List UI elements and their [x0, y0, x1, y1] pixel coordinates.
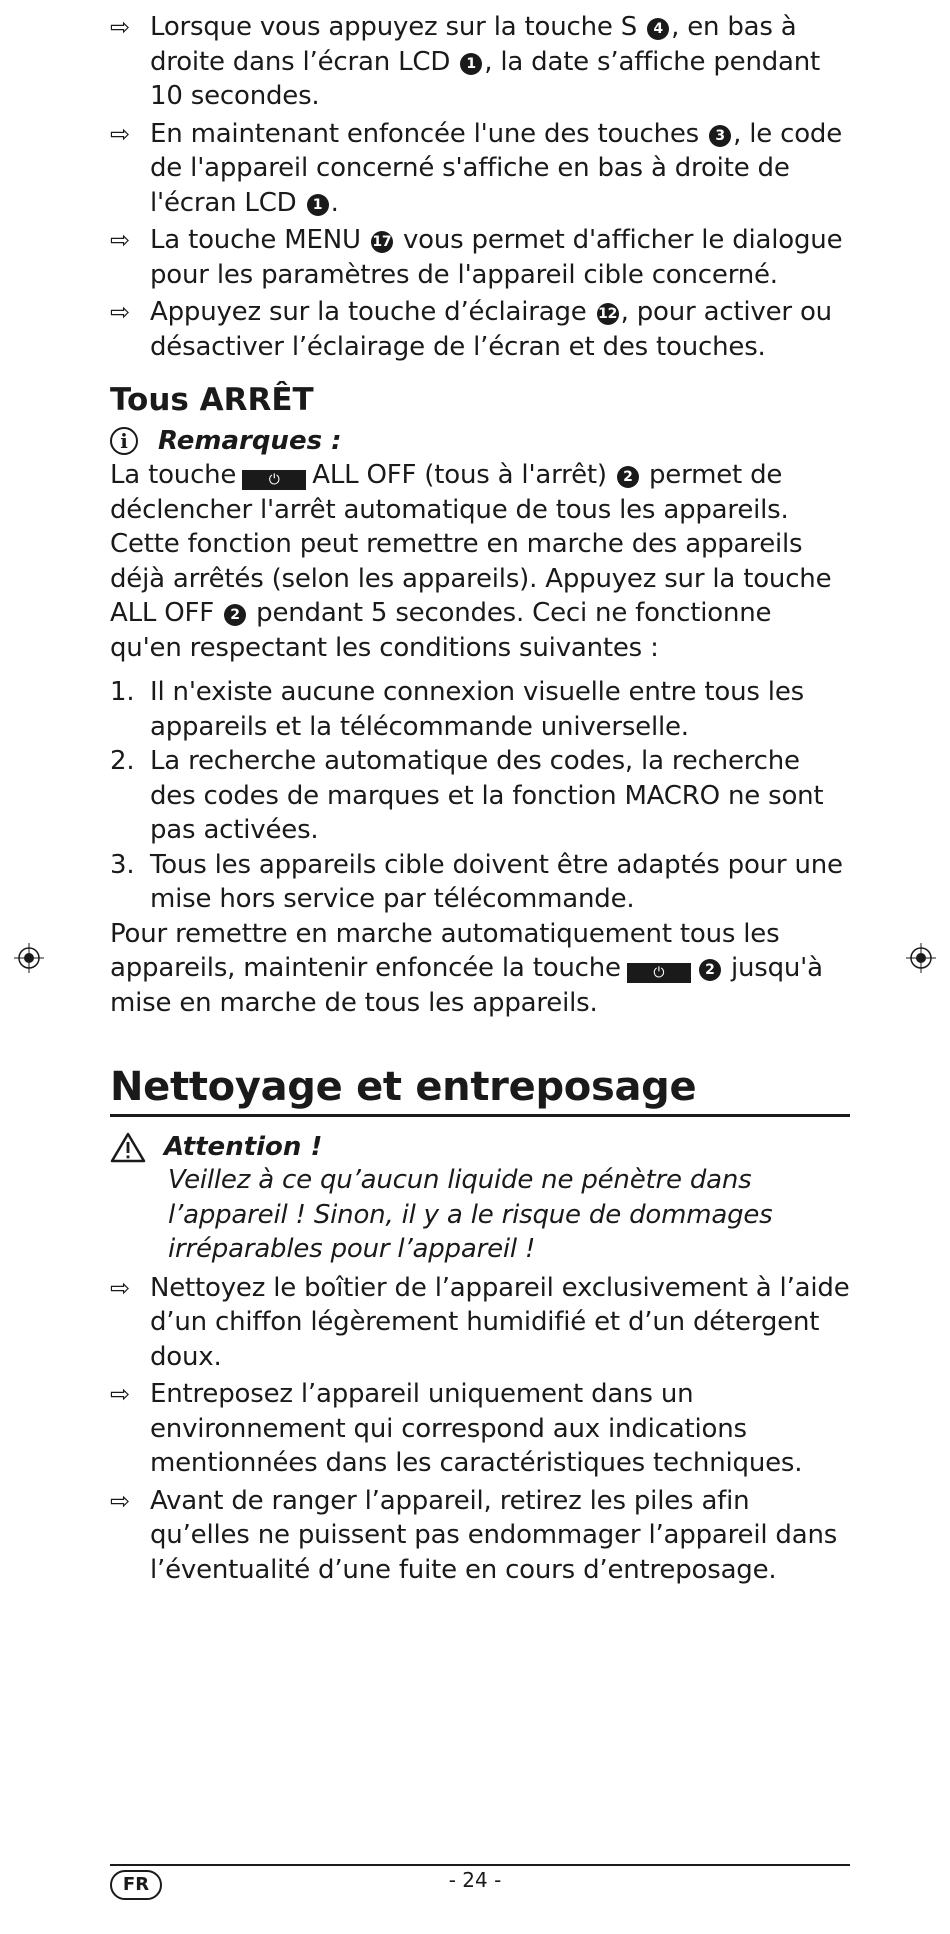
registration-mark-icon	[906, 943, 936, 973]
arrow-right-icon: ⇨	[110, 226, 130, 254]
item-text: , la date s’affiche pendant 10 secondes.	[150, 46, 821, 111]
list-item	[110, 117, 850, 221]
item-text: Avant de ranger l’appareil, retirez les piles afin qu’elles ne puissent pas endommager l’appareil dans l’éventualité d’une fuite en cours d’entreposage.	[150, 1485, 838, 1585]
list-item	[110, 223, 850, 292]
number-badge: 1	[307, 194, 329, 216]
list-item	[110, 1377, 850, 1481]
list-item	[110, 295, 850, 364]
list-number: 1.	[110, 677, 135, 707]
registration-mark-icon	[14, 943, 44, 973]
list-text: Il n'existe aucune connexion visuelle entre tous les appareils et la télécommande universelle.	[150, 677, 804, 742]
paragraph-text: ALL OFF (tous à l'arrêt)	[312, 460, 607, 490]
arrow-right-icon: ⇨	[110, 119, 130, 148]
item-text: , pour activer ou désactiver l’éclairage de l’écran et des touches.	[150, 297, 832, 362]
paragraph-text: permet de déclencher l'arrêt automatique de tous les appareils. Cette fonction peut remettre en marche des appareils déjà arrêtés (selon les appareils). Appuyez sur la touche ALL OFF	[110, 460, 832, 628]
power-icon: ⏻	[627, 963, 691, 983]
section-title-all-off: Tous ARRÊT	[110, 382, 314, 418]
list-item	[110, 1484, 850, 1588]
conditions-list	[110, 675, 850, 917]
section-title-cleaning: Nettoyage et entreposage	[110, 1064, 850, 1117]
number-badge: 2	[224, 604, 246, 626]
top-list	[110, 10, 850, 364]
list-item	[110, 744, 850, 848]
list-item	[110, 1271, 850, 1375]
number-badge: 2	[617, 466, 639, 488]
language-badge: FR	[110, 1870, 162, 1900]
paragraph-text: La touche	[110, 460, 237, 490]
number-badge: 17	[371, 231, 393, 253]
item-text: La touche MENU	[150, 225, 369, 255]
list-item	[110, 675, 850, 744]
paragraph-text: pendant 5 secondes. Ceci ne fonctionne qu'en respectant les conditions suivantes :	[110, 598, 772, 663]
paragraph-text: Pour remettre en marche automatiquement tous les appareils, maintenir enfoncée la touche	[110, 918, 780, 983]
cleaning-list	[110, 1271, 850, 1588]
info-icon: i	[110, 427, 138, 455]
page-content	[110, 10, 850, 1590]
number-badge: 4	[647, 18, 669, 40]
arrow-right-icon: ⇨	[110, 1486, 130, 1515]
reactivate-paragraph	[110, 917, 850, 1021]
item-text: , le code de l'appareil concerné s'affiche en bas à droite de l'écran LCD	[150, 118, 843, 218]
list-item	[110, 10, 850, 114]
power-icon: ⏻	[242, 470, 306, 490]
list-number: 3.	[110, 849, 135, 880]
item-text: , en bas à droite dans l’écran LCD	[150, 12, 797, 77]
warning-text: Veillez à ce qu’aucun liquide ne pénètre dans l’appareil ! Sinon, il y a le risque de dommages irréparables pour l’appareil !	[168, 1165, 773, 1264]
note-header	[110, 426, 850, 456]
item-text: vous permet d'afficher le dialogue pour les paramètres de l'appareil cible concerné.	[150, 225, 843, 290]
item-text: Entreposez l’appareil uniquement dans un environnement qui correspond aux indications mentionnées dans les caractéristiques techniques.	[150, 1379, 803, 1478]
note-title: Remarques :	[158, 426, 342, 456]
warning-triangle-icon	[110, 1131, 146, 1163]
item-text: Appuyez sur la touche d’éclairage	[150, 297, 595, 327]
list-text: La recherche automatique des codes, la recherche des codes de marques et la fonction MACRO ne sont pas activées.	[150, 746, 824, 845]
item-text: Nettoyez le boîtier de l’appareil exclusivement à l’aide d’un chiffon légèrement humidifié et d’un détergent doux.	[150, 1272, 850, 1372]
number-badge: 2	[699, 959, 721, 981]
arrow-right-icon: ⇨	[110, 1380, 130, 1408]
list-number: 2.	[110, 746, 135, 776]
footer-divider	[110, 1864, 850, 1866]
arrow-right-icon: ⇨	[110, 1273, 130, 1302]
arrow-right-icon: ⇨	[110, 298, 130, 326]
list-item	[110, 848, 850, 917]
all-off-paragraph	[110, 458, 850, 665]
list-text: Tous les appareils cible doivent être adaptés pour une mise hors service par télécommande.	[150, 849, 843, 914]
warning-title: Attention !	[164, 1132, 323, 1162]
page-number: - 24 -	[448, 1868, 502, 1892]
paragraph-text: jusqu'à mise en marche de tous les appareils.	[110, 953, 823, 1018]
item-text: En maintenant enfoncée l'une des touches	[150, 118, 708, 149]
number-badge: 3	[709, 125, 731, 147]
number-badge: 12	[597, 303, 619, 325]
arrow-right-icon: ⇨	[110, 13, 130, 41]
item-text: .	[330, 187, 339, 218]
item-text: Lorsque vous appuyez sur la touche S	[150, 12, 646, 42]
warning-header	[110, 1131, 850, 1163]
number-badge: 1	[460, 53, 482, 75]
